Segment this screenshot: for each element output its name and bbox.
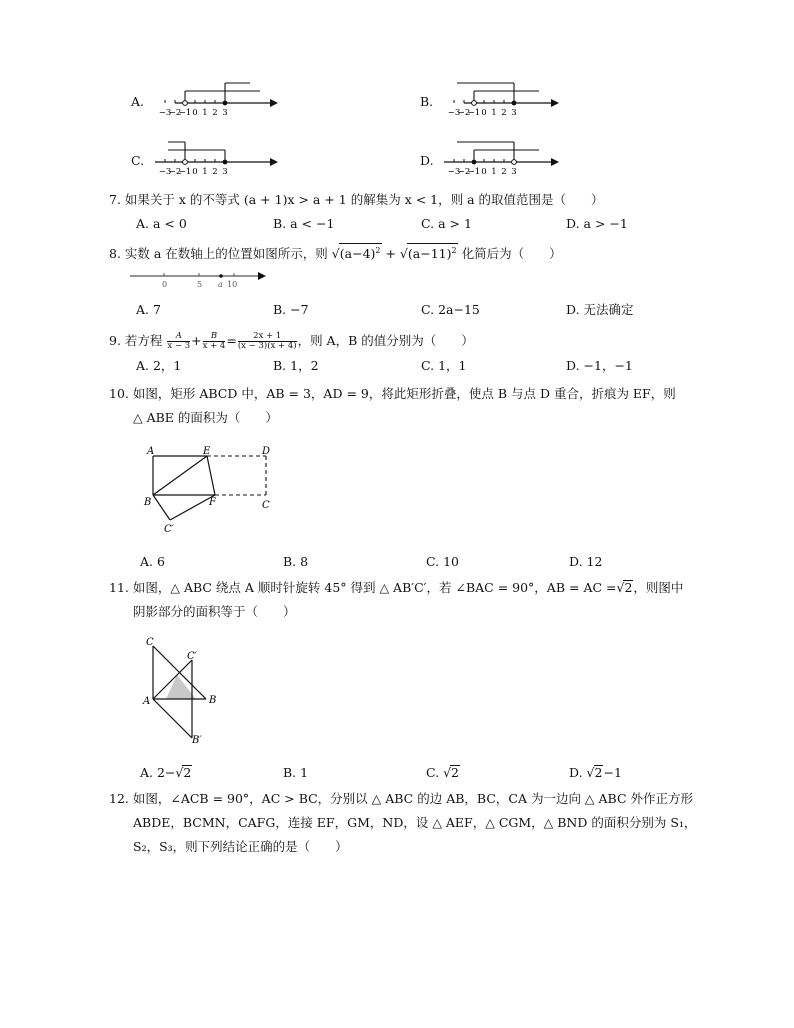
q11-line-1: 11. 如图，△ ABC 绕点 A 顺时针旋转 45° 得到 △ AB′C′，若 ∠BAC = 90°，AB = AC =√2，则图中 bbox=[109, 580, 684, 595]
number-line-tick-label: 1 bbox=[202, 108, 208, 118]
q12-line-2: ABDE，BCMN，CAFG，连接 EF，GM，ND，设 △ AEF，△ CGM，△ BND 的面积分别为 S₁， bbox=[133, 815, 697, 830]
q11-option-b[interactable]: B. 1 bbox=[283, 765, 309, 780]
number-line-tick-label: 2 bbox=[212, 108, 218, 118]
q11-line-2: 阴影部分的面积等于（ ） bbox=[133, 604, 296, 619]
q8-option-d[interactable]: D. 无法确定 bbox=[566, 302, 634, 317]
q10-option-d[interactable]: D. 12 bbox=[569, 554, 603, 569]
q8-axis-label-0: 0 bbox=[162, 280, 168, 289]
q7-option-d[interactable]: D. a > −1 bbox=[566, 216, 628, 231]
number-line-tick-label: 0 bbox=[481, 167, 487, 177]
q10-label-f: F bbox=[209, 497, 216, 508]
q11-label-a: A bbox=[143, 696, 151, 707]
q11-label-b-prime: B′ bbox=[192, 735, 202, 746]
q11-option-c[interactable]: C. √2 bbox=[426, 765, 459, 780]
q10-label-c: C bbox=[262, 500, 270, 511]
q9-text: 9. 若方程 $\frac{A}{x - 3}$ + $\frac{B}{x + 4}$ = $\frac{2x + 1}{(x - 3)(x + 4)}$ ，则 A，B 的值分别为（ ） bbox=[109, 331, 474, 351]
q6-number-line-b bbox=[439, 80, 569, 120]
q10-label-d: D bbox=[262, 446, 271, 457]
number-line-tick-label: −3 bbox=[158, 108, 172, 118]
q8-option-b[interactable]: B. −7 bbox=[273, 302, 309, 317]
q6-number-line-d bbox=[439, 139, 569, 179]
number-line-tick-label: 3 bbox=[511, 108, 517, 118]
number-line-tick-label: −2 bbox=[457, 167, 471, 177]
q6-option-c-label[interactable]: C. bbox=[131, 153, 145, 168]
q8-number-line bbox=[130, 268, 280, 290]
number-line-tick-label: −2 bbox=[457, 108, 471, 118]
q8-axis-label-a: a bbox=[218, 280, 223, 289]
q12-line-1: 12. 如图，∠ACB = 90°，AC > BC，分别以 △ ABC 的边 AB，BC，CA 为一边向 △ ABC 外作正方形 bbox=[109, 791, 693, 806]
q7-option-c[interactable]: C. a > 1 bbox=[421, 216, 472, 231]
q10-label-b: B bbox=[144, 497, 152, 508]
number-line-tick-label: 0 bbox=[192, 167, 198, 177]
q10-line-2: △ ABE 的面积为（ ） bbox=[133, 410, 278, 425]
number-line-tick-label: 0 bbox=[192, 108, 198, 118]
number-line-tick-label: 1 bbox=[491, 167, 497, 177]
q8-option-c[interactable]: C. 2a−15 bbox=[421, 302, 480, 317]
number-line-tick-label: −2 bbox=[168, 167, 182, 177]
number-line-tick-label: 1 bbox=[202, 167, 208, 177]
q8-text: 8. 实数 a 在数轴上的位置如图所示，则 $√(a-4)^2 + √(a-11)^2$ 化简后为（ ） bbox=[109, 243, 562, 262]
q11-option-a[interactable]: A. 2−√2 bbox=[140, 765, 192, 780]
q11-option-d[interactable]: D. √2−1 bbox=[569, 765, 622, 780]
q12-line-3: S₂，S₃，则下列结论正确的是（ ） bbox=[133, 839, 348, 854]
q8-radical-1: $√(a-4)^2$ bbox=[332, 246, 382, 261]
q8-option-a[interactable]: A. 7 bbox=[136, 302, 161, 317]
q6-option-a-label[interactable]: A. bbox=[131, 94, 145, 109]
q10-label-e: E bbox=[203, 446, 211, 457]
q11-label-b: B bbox=[209, 695, 217, 706]
number-line-tick-label: −3 bbox=[447, 167, 461, 177]
q8-suffix: 化简后为（ ） bbox=[461, 246, 562, 262]
q6-number-line-c bbox=[150, 139, 280, 179]
q10-option-b[interactable]: B. 8 bbox=[283, 554, 309, 569]
q9-suffix: ，则 A，B 的值分别为（ ） bbox=[297, 333, 474, 348]
number-line-tick-label: −1 bbox=[467, 108, 481, 118]
number-line-tick-label: −3 bbox=[158, 167, 172, 177]
number-line-tick-label: −1 bbox=[178, 167, 192, 177]
q9-option-d[interactable]: D. −1，−1 bbox=[566, 358, 633, 373]
number-line-tick-label: 3 bbox=[222, 167, 228, 177]
q9-option-c[interactable]: C. 1，1 bbox=[421, 358, 467, 373]
q9-fraction-rhs: $\frac{2x + 1}{(x - 3)(x + 4)}$ bbox=[237, 331, 297, 351]
q6-option-d-label[interactable]: D. bbox=[420, 153, 434, 168]
q8-axis-label-5: 5 bbox=[197, 280, 203, 289]
q10-rectangle-figure bbox=[140, 440, 280, 540]
q8-prefix: 8. 实数 a 在数轴上的位置如图所示，则 bbox=[109, 246, 328, 262]
q11-label-c: C bbox=[146, 637, 154, 648]
q6-number-line-a bbox=[150, 80, 280, 120]
q7-option-b[interactable]: B. a < −1 bbox=[273, 216, 335, 231]
number-line-tick-label: −1 bbox=[467, 167, 481, 177]
q8-radical-2: $√(a-11)^2$ bbox=[400, 246, 458, 261]
number-line-tick-label: 0 bbox=[481, 108, 487, 118]
q10-option-a[interactable]: A. 6 bbox=[140, 554, 165, 569]
q10-line-1: 10. 如图，矩形 ABCD 中，AB = 3，AD = 9，将此矩形折叠，使点 B 与点 D 重合，折痕为 EF，则 bbox=[109, 386, 676, 401]
number-line-tick-label: 3 bbox=[511, 167, 517, 177]
number-line-tick-label: 2 bbox=[501, 108, 507, 118]
q6-option-b-label[interactable]: B. bbox=[420, 94, 434, 109]
q9-option-a[interactable]: A. 2，1 bbox=[136, 358, 182, 373]
q7-option-a[interactable]: A. a < 0 bbox=[136, 216, 187, 231]
number-line-tick-label: −2 bbox=[168, 108, 182, 118]
q9-fraction-a: $\frac{A}{x - 3}$ bbox=[167, 331, 191, 351]
number-line-tick-label: 3 bbox=[222, 108, 228, 118]
q9-prefix: 9. 若方程 bbox=[109, 333, 163, 348]
q10-label-c-prime: C′ bbox=[164, 524, 174, 535]
number-line-tick-label: 2 bbox=[212, 167, 218, 177]
q7-text: 7. 如果关于 x 的不等式 (a + 1)x > a + 1 的解集为 x < 1，则 a 的取值范围是（ ） bbox=[109, 192, 604, 207]
q10-option-c[interactable]: C. 10 bbox=[426, 554, 459, 569]
q8-axis-label-10: 10 bbox=[227, 280, 238, 289]
q11-rotation-figure bbox=[140, 634, 240, 744]
number-line-tick-label: 2 bbox=[501, 167, 507, 177]
q9-fraction-b: $\frac{B}{x + 4}$ bbox=[202, 331, 226, 351]
number-line-tick-label: 1 bbox=[491, 108, 497, 118]
q11-label-c-prime: C′ bbox=[187, 651, 197, 662]
q9-option-b[interactable]: B. 1，2 bbox=[273, 358, 319, 373]
number-line-tick-label: −1 bbox=[178, 108, 192, 118]
q10-label-a: A bbox=[147, 446, 155, 457]
number-line-tick-label: −3 bbox=[447, 108, 461, 118]
